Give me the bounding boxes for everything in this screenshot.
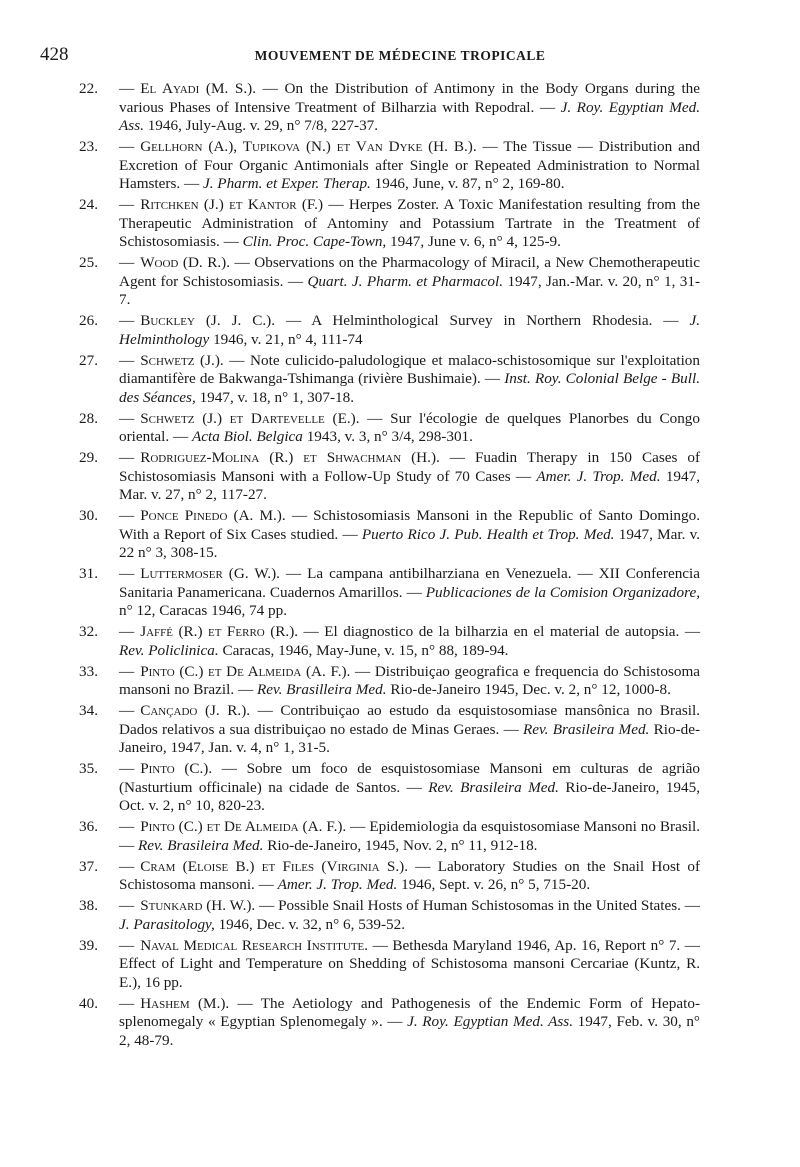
- em-dash: —: [119, 994, 135, 1012]
- reference-journal: J. Roy. Egyptian Med. Ass.: [119, 98, 700, 134]
- reference-entry: 30. — Ponce Pinedo (A. M.). — Schistosomiasis Mansoni in the Republic of Santo Domingo. With a Report of Six Cases studied. — Puerto Rico J. Pub. Health et Trop. Med. 1947, Mar. v. 22 n° 3, 308-15.: [79, 507, 701, 561]
- em-dash: —: [119, 80, 135, 97]
- reference-journal: Quart. J. Pharm. et Pharmacol.: [307, 272, 504, 290]
- reference-details: 1947, Mar. v. 27, n° 2, 117-27.: [119, 467, 700, 503]
- reference-details: 1946, June, v. 87, n° 2, 169-80.: [374, 175, 565, 192]
- reference-details: 1947, June v. 6, n° 4, 125-9.: [390, 233, 561, 250]
- reference-journal: Acta Biol. Belgica: [191, 428, 303, 445]
- em-dash: —: [119, 351, 135, 369]
- reference-title: Note culicido-paludologique et malaco-schistosomique sur l'exploitation diamantifère de Bakwanga-Tshimanga (rivière Bushimaie).: [119, 351, 700, 387]
- reference-number: 26.: [79, 312, 98, 329]
- reference-number: 32.: [79, 623, 98, 640]
- reference-details: Rio-de-Janeiro, 1945, Nov. 2, n° 11, 912-18.: [267, 836, 538, 854]
- reference-number: 40.: [79, 994, 98, 1012]
- reference-entry: 38. — Stunkard (H. W.). — Possible Snail Hosts of Human Schistosomas in the United States. — J. Parasitology, 1946, Dec. v. 32, n° 6, 539-52.: [79, 897, 700, 933]
- reference-journal: Inst. Roy. Colonial Belge - Bull. des Séances,: [119, 370, 700, 406]
- em-dash: —: [119, 507, 135, 524]
- reference-journal: Rev. Policlinica.: [119, 641, 219, 659]
- reference-entry: 39. — Naval Medical Research Institute. — Bethesda Maryland 1946, Ap. 16, Report n° 7. — Effect of Light and Temperature on Shedding of Schistosoma mansoni Cercariae (Kuntz, R. E.), 16 pp.: [79, 936, 700, 991]
- reference-entry: 27. — Schwetz (J.). — Note culicido-paludologique et malaco-schistosomique sur l'exploitation diamantifère de Bakwanga-Tshimanga (rivière Bushimaie). — Inst. Roy. Colonial Belge - Bull. des Séances, 1947, v. 18, n° 1, 307-18.: [79, 351, 700, 406]
- em-dash: —: [119, 138, 135, 155]
- reference-authors: Schwetz (J.).: [140, 351, 224, 369]
- em-dash: —: [119, 623, 135, 640]
- reference-details: 1947, v. 18, n° 1, 307-18.: [199, 388, 354, 406]
- reference-title: La campana antibilharziana en Venezuela. — XII Conferencia Sanitaria Panamericana. Cuadernos Amarillos.: [119, 565, 700, 601]
- reference-authors: Cram (Eloise B.) et Files (Virginia S.).: [140, 857, 408, 875]
- em-dash: —: [119, 196, 135, 213]
- reference-details: Rio-de-Janeiro, 1947, Jan. v. 4, n° 1, 31-5.: [119, 720, 701, 756]
- em-dash: —: [119, 312, 135, 329]
- reference-number: 39.: [79, 936, 98, 954]
- reference-title: Sobre um foco de esquistosomiase Mansoni em culturas de agrião (Nasturtium officinale) na cidade de Santos.: [119, 760, 700, 796]
- reference-journal: Rev. Brasileira Med.: [428, 778, 559, 796]
- reference-number: 33.: [79, 662, 98, 680]
- reference-number: 23.: [79, 138, 98, 155]
- reference-authors: Pinto (C.).: [140, 760, 213, 777]
- reference-journal: Clin. Proc. Cape-Town,: [242, 233, 387, 250]
- reference-details: 1947, Mar. v. 22 n° 3, 308-15.: [119, 525, 701, 561]
- reference-title: Laboratory Studies on the Snail Host of Schistosoma mansoni.: [119, 857, 701, 893]
- reference-entry: 35. — Pinto (C.). — Sobre um foco de esquistosomiase Mansoni em culturas de agrião (Nasturtium officinale) na cidade de Santos. — Rev. Brasileira Med. Rio-de-Janeiro, 1945, Oct. v. 2, n° 10, 820-23.: [79, 760, 700, 814]
- running-head: MOUVEMENT DE MÉDECINE TROPICALE: [254, 48, 546, 63]
- reference-journal: J. Parasitology,: [119, 915, 215, 933]
- reference-details: n° 12, Caracas 1946, 74 pp.: [119, 602, 288, 619]
- reference-entry: 22. — El Ayadi (M. S.). — On the Distribution of Antimony in the Body Organs during the various Phases of Intensive Treatment of Bilharzia with Repodral. — J. Roy. Egyptian Med. Ass. 1946, July-Aug. v. 29, n° 7/8, 227-37.: [79, 80, 701, 134]
- reference-number: 25.: [79, 254, 98, 271]
- reference-details: Rio-de-Janeiro, 1945, Oct. v. 2, n° 10, 820-23.: [119, 778, 700, 814]
- reference-entry: 34. — Cançado (J. R.). — Contribuiçao ao estudo da esquistosomiase mansônica no Brasil. Dados relativos a sua distribuiçao no estado de Minas Geraes. — Rev. Brasileira Med. Rio-de-Janeiro, 1947, Jan. v. 4, n° 1, 31-5.: [79, 702, 701, 756]
- reference-title: Fuadin Therapy in 150 Cases of Schistosomiasis Mansoni with a Follow-Up Study of 70 Cases: [119, 449, 701, 485]
- reference-authors: Stunkard (H. W.).: [140, 897, 256, 914]
- reference-title: Schistosomiasis Mansoni in the Republic of Santo Domingo. With a Report of Six Cases studied.: [119, 507, 701, 543]
- reference-details: 1946, July-Aug. v. 29, n° 7/8, 227-37.: [147, 117, 379, 134]
- reference-details: Rio-de-Janeiro 1945, Dec. v. 2, n° 12, 1000-8.: [390, 681, 671, 698]
- reference-number: 29.: [79, 449, 98, 466]
- reference-journal: Publicaciones de la Comision Organizadore,: [425, 583, 701, 601]
- em-dash: —: [119, 857, 135, 875]
- reference-title: Herpes Zoster. A Toxic Manifestation resulting from the Therapeutic Administration of Antominy and Potassium Tartrate in the Treatment of Schistosomiasis.: [119, 196, 701, 250]
- reference-title: The Aetiology and Pathogenesis of the Endemic Form of Hepato-splenomegaly « Egyptian Splenomegaly ».: [119, 994, 700, 1030]
- reference-entry: 26. — Buckley (J. J. C.). — A Helminthological Survey in Northern Rhodesia. — J. Helminthology 1946, v. 21, n° 4, 111-74: [79, 312, 700, 348]
- reference-list: [60, 80, 700, 1053]
- reference-entry: 24. — Ritchken (J.) et Kantor (F.) — Herpes Zoster. A Toxic Manifestation resulting from the Therapeutic Administration of Antominy and Potassium Tartrate in the Treatment of Schistosomiasis. — Clin. Proc. Cape-Town, 1947, June v. 6, n° 4, 125-9.: [79, 196, 701, 250]
- reference-authors: Cançado (J. R.).: [140, 702, 251, 719]
- reference-journal: Amer. J. Trop. Med.: [536, 467, 661, 485]
- reference-number: 28.: [79, 409, 98, 427]
- em-dash: —: [119, 760, 135, 777]
- reference-authors: Naval Medical Research Institute.: [140, 936, 369, 954]
- reference-title: Possible Snail Hosts of Human Schistosomas in the United States.: [278, 897, 681, 914]
- reference-authors: Buckley (J. J. C.).: [140, 312, 276, 329]
- reference-number: 22.: [79, 80, 98, 97]
- reference-journal: Rev. Brasileira Med.: [523, 720, 650, 738]
- reference-entry: 36. — Pinto (C.) et De Almeida (A. F.). — Epidemiologia da esquistosomiase Mansoni no Brasil. — Rev. Brasileira Med. Rio-de-Janeiro, 1945, Nov. 2, n° 11, 912-18.: [79, 818, 700, 854]
- reference-journal: J. Helminthology: [119, 312, 700, 348]
- reference-number: 31.: [79, 565, 98, 582]
- reference-details: 1946, Dec. v. 32, n° 6, 539-52.: [218, 915, 406, 933]
- reference-authors: Pinto (C.) et De Almeida (A. F.).: [140, 662, 351, 680]
- reference-number: 30.: [79, 507, 98, 524]
- reference-entry: 40. — Hashem (M.). — The Aetiology and Pathogenesis of the Endemic Form of Hepato-splenomegaly « Egyptian Splenomegaly ». — J. Roy. Egyptian Med. Ass. 1947, Feb. v. 30, n° 2, 48-79.: [79, 994, 701, 1049]
- reference-journal: Puerto Rico J. Pub. Health et Trop. Med.: [361, 525, 615, 543]
- reference-journal: Amer. J. Trop. Med.: [277, 876, 398, 893]
- reference-title: Contribuiçao ao estudo da esquistosomiase mansônica no Brasil. Dados relativos a sua distribuiçao no estado de Minas Geraes.: [119, 702, 700, 738]
- reference-authors: Schwetz (J.) et Dartevelle (E.).: [140, 409, 360, 427]
- reference-title: Epidemiologia da esquistosomiase Mansoni no Brasil.: [369, 818, 700, 835]
- reference-number: 24.: [79, 196, 98, 213]
- reference-entry: 23. — Gellhorn (A.), Tupikova (N.) et Van Dyke (H. B.). — The Tissue — Distribution and Excretion of Four Organic Antimonials after Single or Repeated Administration to Normal Hamsters. — J. Pharm. et Exper. Therap. 1946, June, v. 87, n° 2, 169-80.: [79, 138, 701, 192]
- em-dash: —: [119, 818, 135, 835]
- reference-details: Caracas, 1946, May-June, v. 15, n° 88, 189-94.: [222, 641, 509, 659]
- reference-authors: Rodriguez-Molina (R.) et Shwachman (H.).: [140, 449, 440, 466]
- reference-journal: Rev. Brasileira Med.: [137, 836, 264, 854]
- reference-authors: Gellhorn (A.), Tupikova (N.) et Van Dyke (H. B.).: [140, 138, 477, 155]
- em-dash: —: [119, 897, 135, 914]
- reference-number: 37.: [79, 857, 98, 875]
- reference-title: El diagnostico de la bilharzia en el material de autopsia.: [324, 623, 680, 640]
- reference-authors: Hashem (M.).: [140, 994, 230, 1012]
- reference-entry: 37. — Cram (Eloise B.) et Files (Virginia S.). — Laboratory Studies on the Snail Host of Schistosoma mansoni. — Amer. J. Trop. Med. 1946, Sept. v. 26, n° 5, 715-20.: [79, 857, 701, 893]
- reference-authors: El Ayadi (M. S.).: [140, 80, 256, 97]
- reference-title: Bethesda Maryland 1946, Ap. 16, Report n° 7. — Effect of Light and Temperature on Shedding of Schistosoma mansoni Cercariae: [119, 936, 700, 972]
- reference-details: 1947, Jan.-Mar. v. 20, n° 1, 31-7.: [119, 272, 701, 308]
- reference-entry: 31. — Luttermoser (G. W.). — La campana antibilharziana en Venezuela. — XII Conferencia Sanitaria Panamericana. Cuadernos Amarillos. — Publicaciones de la Comision Organizadore, n° 12, Caracas 1946, 74 pp.: [79, 565, 701, 619]
- reference-authors: Luttermoser (G. W.).: [140, 565, 280, 582]
- reference-entry: 32. — Jaffé (R.) et Ferro (R.). — El diagnostico de la bilharzia en el material de autopsia. — Rev. Policlinica. Caracas, 1946, May-June, v. 15, n° 88, 189-94.: [79, 623, 701, 659]
- reference-journal: Rev. Brasilleira Med.: [256, 681, 387, 698]
- reference-title: Observations on the Pharmacology of Miracil, a New Chemotherapeutic Agent for Schistosomiasis.: [119, 254, 700, 290]
- reference-details: 1943, v. 3, n° 3/4, 298-301.: [306, 428, 473, 445]
- reference-details: 1946, Sept. v. 26, n° 5, 715-20.: [401, 876, 591, 893]
- reference-journal: J. Pharm. et Exper. Therap.: [202, 175, 371, 192]
- reference-authors: Ponce Pinedo (A. M.).: [140, 507, 286, 524]
- reference-title: Sur l'écologie de quelques Planorbes du Congo oriental.: [119, 409, 700, 445]
- page-header: [40, 38, 760, 68]
- em-dash: —: [119, 254, 135, 271]
- reference-entry: 29. — Rodriguez-Molina (R.) et Shwachman (H.). — Fuadin Therapy in 150 Cases of Schistosomiasis Mansoni with a Follow-Up Study of 70 Cases — Amer. J. Trop. Med. 1947, Mar. v. 27, n° 2, 117-27.: [79, 449, 701, 503]
- reference-entry: 28. — Schwetz (J.) et Dartevelle (E.). — Sur l'écologie de quelques Planorbes du Congo oriental. — Acta Biol. Belgica 1943, v. 3, n° 3/4, 298-301.: [79, 409, 700, 445]
- em-dash: —: [119, 449, 135, 466]
- em-dash: —: [119, 409, 135, 427]
- reference-details: (Kuntz, R. E.), 16 pp.: [119, 955, 700, 991]
- reference-title: Distribuiçao geografica e frequencia do Schistosoma mansoni no Brazil.: [119, 662, 700, 698]
- reference-number: 27.: [79, 351, 98, 369]
- reference-details: 1947, Feb. v. 30, n° 2, 48-79.: [119, 1013, 701, 1049]
- em-dash: —: [119, 662, 135, 680]
- reference-authors: Pinto (C.) et De Almeida (A. F.).: [140, 818, 347, 835]
- reference-entry: 33. — Pinto (C.) et De Almeida (A. F.). — Distribuiçao geografica e frequencia do Schistosoma mansoni no Brazil. — Rev. Brasilleira Med. Rio-de-Janeiro 1945, Dec. v. 2, n° 12, 1000-8.: [79, 662, 700, 698]
- reference-number: 35.: [79, 760, 98, 777]
- em-dash: —: [119, 936, 135, 954]
- reference-authors: Wood (D. R.).: [140, 254, 231, 271]
- reference-title: The Tissue — Distribution and Excretion of Four Organic Antimonials after Single or Repeated Administration to Normal Hamsters.: [119, 138, 701, 192]
- reference-number: 36.: [79, 818, 98, 835]
- page-number: 428: [40, 44, 69, 65]
- reference-number: 38.: [79, 897, 98, 914]
- reference-authors: Ritchken (J.) et Kantor (F.): [140, 196, 324, 213]
- reference-authors: Jaffé (R.) et Ferro (R.).: [140, 623, 299, 640]
- reference-title: On the Distribution of Antimony in the Body Organs during the various Phases of Intensive Treatment of Bilharzia with Repodral.: [119, 80, 701, 116]
- reference-number: 34.: [79, 702, 98, 719]
- reference-journal: J. Roy. Egyptian Med. Ass.: [407, 1013, 573, 1030]
- reference-title: A Helminthological Survey in Northern Rhodesia.: [311, 312, 653, 329]
- reference-details: 1946, v. 21, n° 4, 111-74: [213, 330, 363, 348]
- em-dash: —: [119, 702, 135, 719]
- em-dash: —: [119, 565, 135, 582]
- reference-entry: 25. — Wood (D. R.). — Observations on the Pharmacology of Miracil, a New Chemotherapeutic Agent for Schistosomiasis. — Quart. J. Pharm. et Pharmacol. 1947, Jan.-Mar. v. 20, n° 1, 31-7.: [79, 254, 701, 308]
